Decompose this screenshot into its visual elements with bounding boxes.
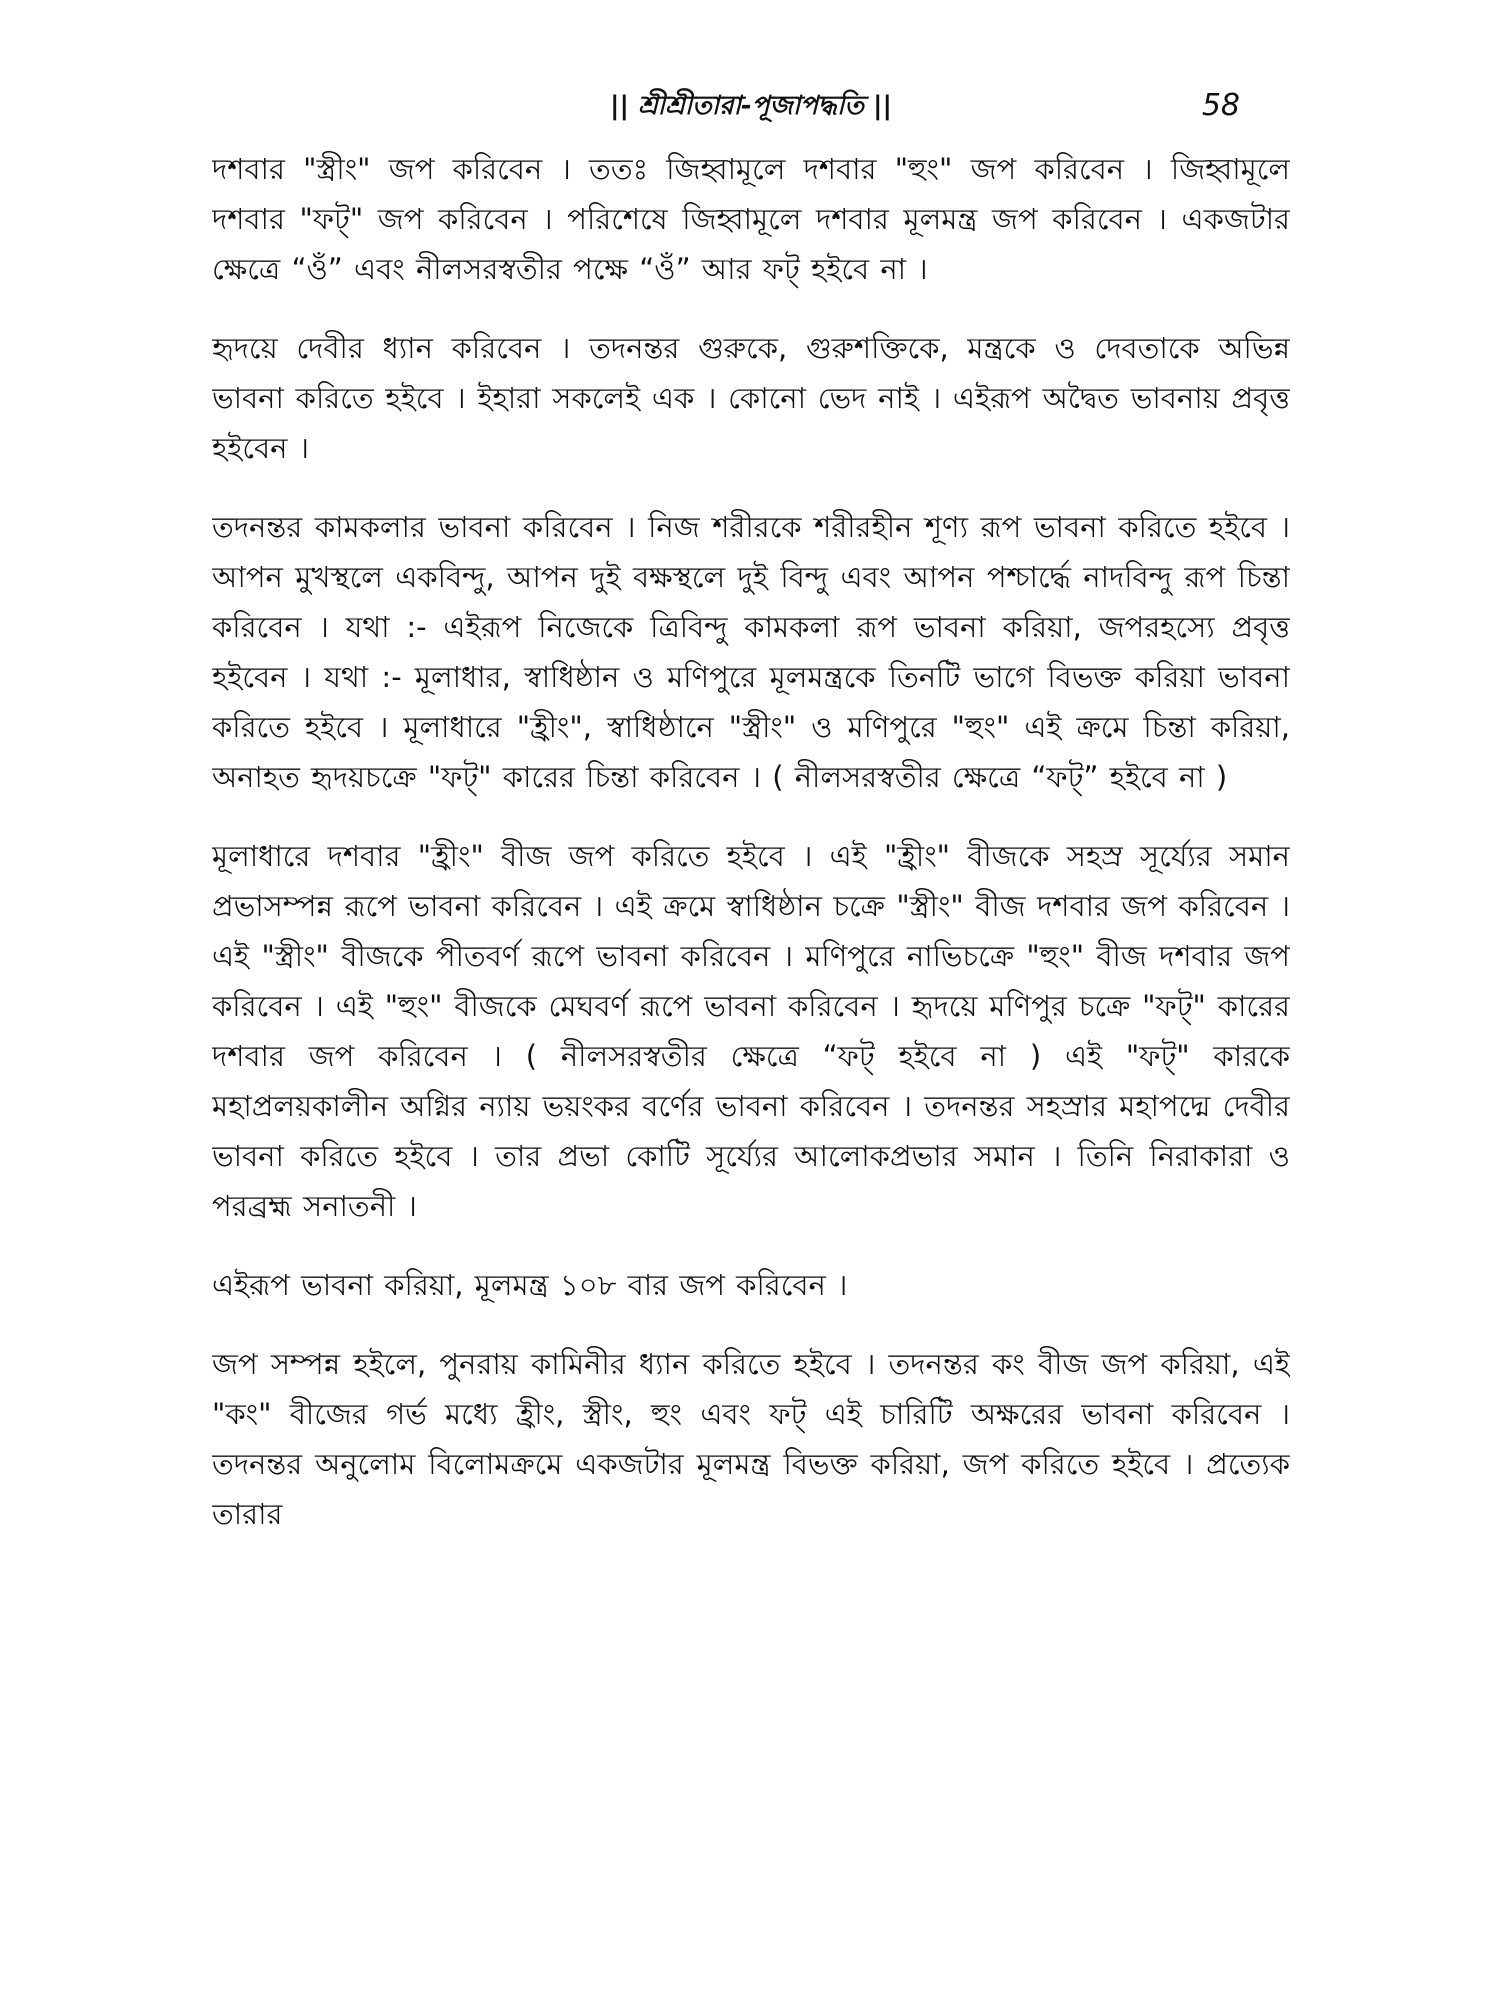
page-number: 58 bbox=[1201, 88, 1240, 123]
paragraph: হৃদয়ে দেবীর ধ্যান করিবেন । তদনন্তর গুরুকে, গুরুশক্তিকে, মন্ত্রকে ও দেবতাকে অভিন্ন ভাবনা করিতে হইবে । ইহারা সকলেই এক । কোনো ভেদ নাই । এইরূপ অদ্বৈত ভাবনায় প্রবৃত্ত হইবেন । bbox=[212, 331, 1290, 465]
page-body bbox=[212, 144, 1290, 1539]
paragraph: মূলাধারে দশবার "হ্রীং" বীজ জপ করিতে হইবে । এই "হ্রীং" বীজকে সহস্র সূর্য্যের সমান প্রভাসম্পন্ন রূপে ভাবনা করিবেন । এই ক্রমে স্বাধিষ্ঠান চক্রে "স্ত্রীং" বীজ দশবার জপ করিবেন । এই "স্ত্রীং" বীজকে পীতবর্ণ রূপে ভাবনা করিবেন । মণিপুরে নাভিচক্রে "হুং" বীজ দশবার জপ করিবেন । এই "হুং" বীজকে মেঘবর্ণ রূপে ভাবনা করিবেন । হৃদয়ে মণিপুর চক্রে "ফট্" কারের দশবার জপ করিবেন । ( নীলসরস্বতীর ক্ষেত্রে “ফট্‍ হইবে না ) এই "ফট্" কারকে মহাপ্রলয়কালীন অগ্নির ন্যায় ভয়ংকর বর্ণের ভাবনা করিবেন । তদনন্তর সহস্রার মহাপদ্মে দেবীর ভাবনা করিতে হইবে । তার প্রভা কোটি সূর্য্যের আলোকপ্রভার সমান । তিনি নিরাকারা ও পরব্রহ্ম সনাতনী । bbox=[212, 839, 1290, 1223]
paragraph: দশবার "স্ত্রীং" জপ করিবেন । ততঃ জিহ্বামূলে দশবার "হুং" জপ করিবেন । জিহ্বামূলে দশবার "ফট্" জপ করিবেন । পরিশেষে জিহ্বামূলে দশবার মূলমন্ত্র জপ করিবেন । একজটার ক্ষেত্রে “ওঁ” এবং নীলসরস্বতীর পক্ষে “ওঁ” আর ফট্ হইবে না । bbox=[212, 152, 1290, 286]
paragraph: তদনন্তর কামকলার ভাবনা করিবেন । নিজ শরীরকে শরীরহীন শূণ্য রূপ ভাবনা করিতে হইবে । আপন মুখস্থলে একবিন্দু, আপন দুই বক্ষস্থলে দুই বিন্দু এবং আপন পশ্চার্দ্ধে নাদবিন্দু রূপ চিন্তা করিবেন । যথা :- এইরূপ নিজেকে ত্রিবিন্দু কামকলা রূপ ভাবনা করিয়া, জপরহস্যে প্রবৃত্ত হইবেন । যথা :- মূলাধার, স্বাধিষ্ঠান ও মণিপুরে মূলমন্ত্রকে তিনটি ভাগে বিভক্ত করিয়া ভাবনা করিতে হইবে । মূলাধারে "হ্রীং", স্বাধিষ্ঠানে "স্ত্রীং" ও মণিপুরে "হুং" এই ক্রমে চিন্তা করিয়া, অনাহত হৃদয়চক্রে "ফট্" কারের চিন্তা করিবেন । ( নীলসরস্বতীর ক্ষেত্রে “ফট্” হইবে না ) bbox=[212, 510, 1290, 794]
book-page bbox=[212, 84, 1290, 1964]
paragraph: জপ সম্পন্ন হইলে, পুনরায় কামিনীর ধ্যান করিতে হইবে । তদনন্তর কং বীজ জপ করিয়া, এই "কং" বীজের গর্ভ মধ্যে হ্রীং, স্ত্রীং, হুং এবং ফট্ এই চারিটি অক্ষরের ভাবনা করিবেন । তদনন্তর অনুলোম বিলোমক্রমে একজটার মূলমন্ত্র বিভক্ত করিয়া, জপ করিতে হইবে । প্রত্যেক তারার bbox=[212, 1347, 1290, 1531]
running-title: || শ্রীশ্রীতারা-পূজাপদ্ধতি || bbox=[610, 91, 892, 121]
page-header bbox=[212, 84, 1290, 144]
paragraph: এইরূপ ভাবনা করিয়া, মূলমন্ত্র ১০৮ বার জপ করিবেন । bbox=[212, 1268, 848, 1302]
